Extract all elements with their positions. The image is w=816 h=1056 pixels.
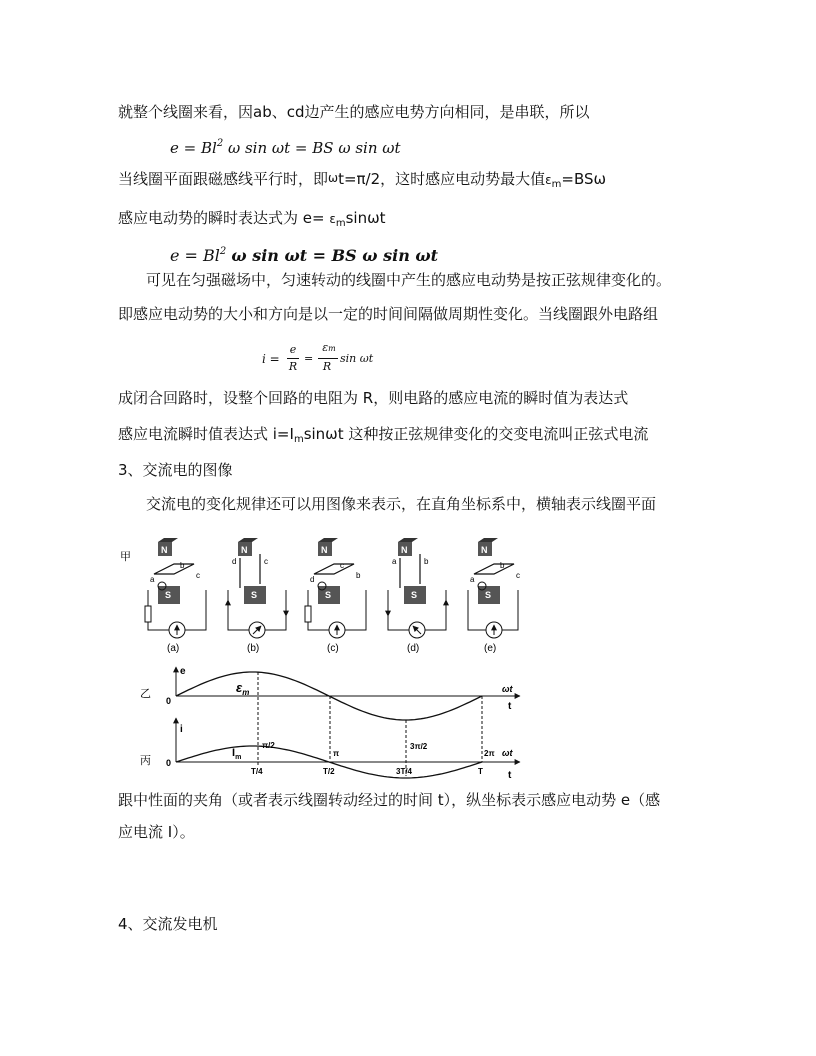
panel-label-e: (e): [484, 643, 497, 654]
subscript: m: [293, 434, 304, 445]
y-axis-label: e: [180, 666, 186, 677]
text-part: 感应电流瞬时值表达式 i=I: [118, 425, 294, 443]
coil-letter-c: c: [516, 571, 520, 580]
figure-svg: [120, 534, 530, 784]
magnet-label-s: S: [251, 590, 258, 600]
text-part: t=π/2，这时感应电动势最大值: [338, 170, 546, 188]
text-part: ε: [545, 173, 552, 187]
paragraph-line: 跟中性面的夹角（或者表示线圈转动经过的时间 t），纵坐标表示感应电动势 e（感: [118, 791, 661, 809]
subscript: m: [335, 218, 346, 229]
coil-letter-c: c: [340, 561, 344, 570]
fraction-numerator: [318, 341, 340, 354]
paragraph-line: 即感应电动势的大小和方向是以一定的时间间隔做周期性变化。当线圈跟外电路组: [118, 305, 659, 323]
x-axis-label-top: ωt: [502, 748, 513, 758]
formula-superscript: 2: [216, 138, 224, 149]
text-part: ω: [328, 171, 339, 185]
coil-letter-c: c: [264, 557, 268, 566]
magnet-label-n: N: [241, 545, 248, 555]
angle-tick-pi-2: π/2: [262, 741, 275, 750]
panel-label-a: (a): [167, 643, 180, 654]
time-tick-3t-4: 3T/4: [396, 767, 413, 776]
formula-part: e = Bl: [170, 139, 217, 157]
formula-part: e = Bl: [170, 246, 220, 265]
fraction-denominator: R: [288, 360, 298, 373]
paragraph-line: 成闭合回路时，设整个回路的电阻为 R，则电路的感应电流的瞬时值为表达式: [118, 389, 629, 407]
coil-letter-a: a: [150, 575, 155, 584]
paragraph-line: [118, 168, 606, 195]
row-label-bing: 丙: [140, 755, 151, 767]
coil-loop: [400, 554, 420, 588]
magnet-top: [478, 538, 498, 542]
formula-tail: sin ωt: [340, 352, 374, 365]
time-tick-t-4: T/4: [251, 767, 263, 776]
coil-loop: [314, 564, 354, 574]
coil-letter-d: d: [310, 575, 315, 584]
formula-equals: =: [304, 352, 314, 365]
magnet-top: [318, 538, 338, 542]
magnet-label-n: N: [161, 545, 168, 555]
peak-label: $I_m$: [232, 747, 242, 761]
fraction-denominator: R: [322, 360, 332, 373]
text-part: =BSω: [561, 170, 607, 188]
y-axis-label: i: [180, 724, 183, 735]
resistor: [305, 606, 311, 622]
paragraph-line: [118, 208, 386, 234]
formula-i: i =: [262, 352, 280, 366]
magnet-label-n: N: [401, 545, 408, 555]
magnet-top: [398, 538, 418, 542]
angle-tick-pi: π: [333, 749, 340, 758]
angle-tick-3pi-2: 3π/2: [410, 742, 428, 751]
paragraph-line: [118, 424, 648, 450]
formula-superscript: 2: [219, 246, 227, 257]
panel-c: [305, 538, 366, 654]
subscript: m: [551, 179, 562, 190]
coil-letter-a: a: [470, 575, 475, 584]
panel-a: [145, 538, 206, 654]
x-axis-label-bottom: t: [508, 770, 512, 781]
epsilon: ε: [322, 341, 329, 354]
coil-letter-d: d: [232, 557, 237, 566]
magnet-label-s: S: [165, 590, 172, 600]
emf-formula-1: [170, 138, 401, 157]
x-axis-label-bottom: t: [508, 701, 512, 712]
time-tick-t-2: T/2: [323, 767, 335, 776]
text-part: 感应电动势的瞬时表达式为 e=: [118, 209, 330, 227]
coil-letter-a: a: [392, 557, 397, 566]
current-graph: [166, 718, 520, 781]
coil-letter-b: b: [356, 571, 361, 580]
subscript: m: [328, 344, 336, 353]
paragraph-line: 可见在匀强磁场中，匀速转动的线圈中产生的感应电动势是按正弦规律变化的。: [146, 271, 672, 289]
time-tick-t: T: [478, 767, 483, 776]
paragraph-line: 就整个线圈来看，因ab、cd边产生的感应电势方向相同，是串联，所以: [118, 103, 590, 121]
peak-label: $\varepsilon_m$: [236, 680, 250, 697]
magnet-label-s: S: [325, 590, 332, 600]
paragraph-line: 应电流 I）。: [118, 823, 195, 841]
magnet-label-n: N: [481, 545, 488, 555]
text-part: sinωt: [345, 209, 386, 227]
coil-loop: [154, 564, 194, 574]
formula-part: ω sin ωt = BS ω sin ωt: [227, 139, 401, 157]
fraction-numerator: e: [289, 343, 297, 356]
emf-formula-2: [170, 246, 438, 265]
panel-e: [468, 538, 520, 654]
formula-part: ω sin ωt = BS ω sin ωt: [231, 246, 439, 265]
magnet-label-s: S: [485, 590, 492, 600]
coil-loop: [240, 554, 260, 588]
origin-label: 0: [166, 758, 172, 768]
x-axis-label-top: ωt: [502, 684, 513, 694]
panel-label-d: (d): [407, 643, 420, 654]
magnet-label-n: N: [321, 545, 328, 555]
coil-letter-b: b: [180, 561, 185, 570]
paragraph-line: 交流电的变化规律还可以用图像来表示，在直角坐标系中，横轴表示线圈平面: [146, 495, 657, 513]
coil-loop: [474, 564, 514, 574]
fraction-bar: [318, 358, 338, 359]
row-label-jia: 甲: [120, 551, 131, 563]
panel-label-b: (b): [247, 643, 260, 654]
row-label-yi: 乙: [140, 688, 151, 700]
section-heading: 4、交流发电机: [118, 915, 218, 933]
angle-tick-2pi: 2π: [484, 749, 495, 758]
coil-letter-c: c: [196, 571, 200, 580]
text-part: sinωt 这种按正弦规律变化的交变电流叫正弦式电流: [303, 425, 649, 443]
ac-generator-figure: [120, 534, 530, 784]
coil-letter-b: b: [424, 557, 429, 566]
text-part: 当线圈平面跟磁感线平行时，即: [118, 170, 329, 188]
magnet-top: [158, 538, 178, 542]
panel-d: [388, 538, 446, 654]
section-heading: 3、交流电的图像: [118, 461, 233, 479]
magnet-label-s: S: [411, 590, 418, 600]
origin-label: 0: [166, 696, 172, 706]
panel-label-c: (c): [327, 643, 339, 654]
resistor: [145, 606, 151, 622]
text-part: ε: [329, 212, 336, 226]
panel-b: [228, 538, 286, 654]
coil-letter-b: b: [500, 561, 505, 570]
fraction-bar: [287, 358, 299, 359]
emf-graph: [166, 666, 520, 776]
magnet-top: [238, 538, 258, 542]
